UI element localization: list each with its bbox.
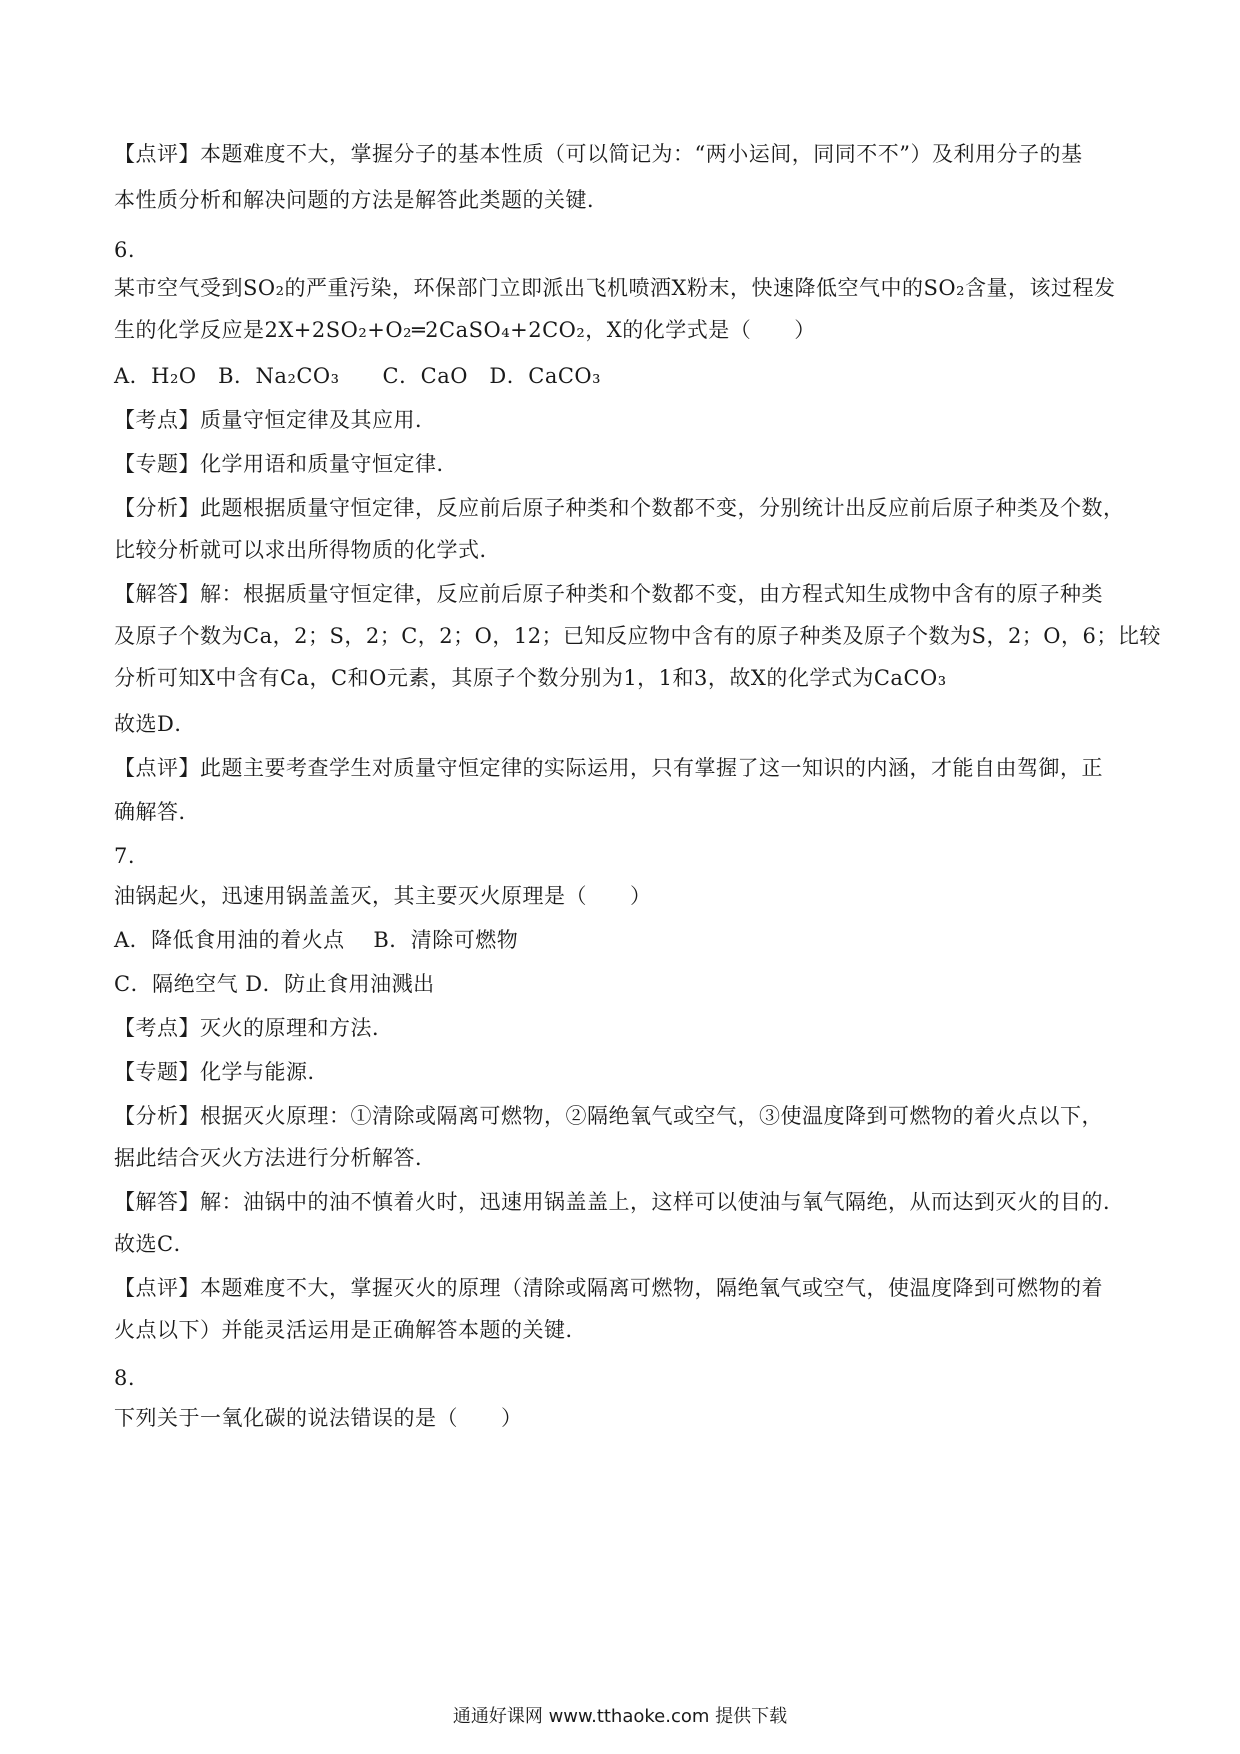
answer-choice: 故选C．	[114, 1232, 196, 1256]
fenxi-line: 据此结合灭火方法进行分析解答．	[114, 1146, 437, 1170]
kaodian-line: 【考点】质量守恒定律及其应用．	[114, 408, 437, 432]
dianping-line: 【点评】本题难度不大，掌握灭火的原理（清除或隔离可燃物，隔绝氧气或空气，使温度降到可燃物的着	[114, 1276, 1103, 1300]
dianping-line: 火点以下）并能灵活运用是正确解答本题的关键．	[114, 1318, 587, 1342]
answer-choice: 故选D．	[114, 712, 196, 736]
zhuanti-line: 【专题】化学与能源．	[114, 1060, 329, 1084]
fenxi-line: 【分析】根据灭火原理：①清除或隔离可燃物，②隔绝氧气或空气，③使温度降到可燃物的着火点以下，	[114, 1104, 1103, 1128]
jieda-line: 及原子个数为Ca，2；S，2；C，2；O，12；已知反应物中含有的原子种类及原子个数为S，2；O，6；比较	[114, 624, 1161, 648]
jieda-line: 分析可知X中含有Ca，C和O元素，其原子个数分别为1，1和3，故X的化学式为CaCO₃	[114, 666, 947, 690]
dianping-line: 确解答．	[114, 800, 200, 824]
question-stem: 某市空气受到SO₂的严重污染，环保部门立即派出飞机喷洒X粉末，快速降低空气中的SO₂含量，该过程发	[114, 276, 1116, 300]
fenxi-line: 比较分析就可以求出所得物质的化学式．	[114, 538, 501, 562]
text-line: 【点评】本题难度不大，掌握分子的基本性质（可以简记为：“两小运间，同同不不”）及利用分子的基	[114, 142, 1083, 166]
kaodian-line: 【考点】灭火的原理和方法．	[114, 1016, 394, 1040]
text-line: 本性质分析和解决问题的方法是解答此类题的关键．	[114, 188, 609, 212]
fenxi-line: 【分析】此题根据质量守恒定律，反应前后原子种类和个数都不变，分别统计出反应前后原子种类及个数，	[114, 496, 1125, 520]
answer-options: A．降低食用油的着火点 B．清除可燃物	[114, 928, 519, 952]
question-stem: 油锅起火，迅速用锅盖盖灭，其主要灭火原理是（ ）	[114, 884, 652, 908]
question-number: 8.	[114, 1366, 136, 1390]
footer-download-note: 通通好课网 www.tthaoke.com 提供下载	[452, 1706, 788, 1727]
question-number: 7.	[114, 844, 136, 868]
jieda-line: 【解答】解：根据质量守恒定律，反应前后原子种类和个数都不变，由方程式知生成物中含有的原子种类	[114, 582, 1103, 606]
answer-options: A．H₂O B．Na₂CO₃ C．CaO D．CaCO₃	[114, 364, 602, 388]
dianping-line: 【点评】此题主要考查学生对质量守恒定律的实际运用，只有掌握了这一知识的内涵，才能自由驾御，正	[114, 756, 1103, 780]
zhuanti-line: 【专题】化学用语和质量守恒定律．	[114, 452, 458, 476]
question-number: 6.	[114, 238, 136, 262]
question-stem: 生的化学反应是2X+2SO₂+O₂═2CaSO₄+2CO₂，X的化学式是（ ）	[114, 318, 816, 342]
question-stem: 下列关于一氧化碳的说法错误的是（ ）	[114, 1406, 523, 1430]
jieda-line: 【解答】解：油锅中的油不慎着火时，迅速用锅盖盖上，这样可以使油与氧气隔绝，从而达到灭火的目的．	[114, 1190, 1125, 1214]
answer-options: C．隔绝空气 D．防止食用油溅出	[114, 972, 435, 996]
